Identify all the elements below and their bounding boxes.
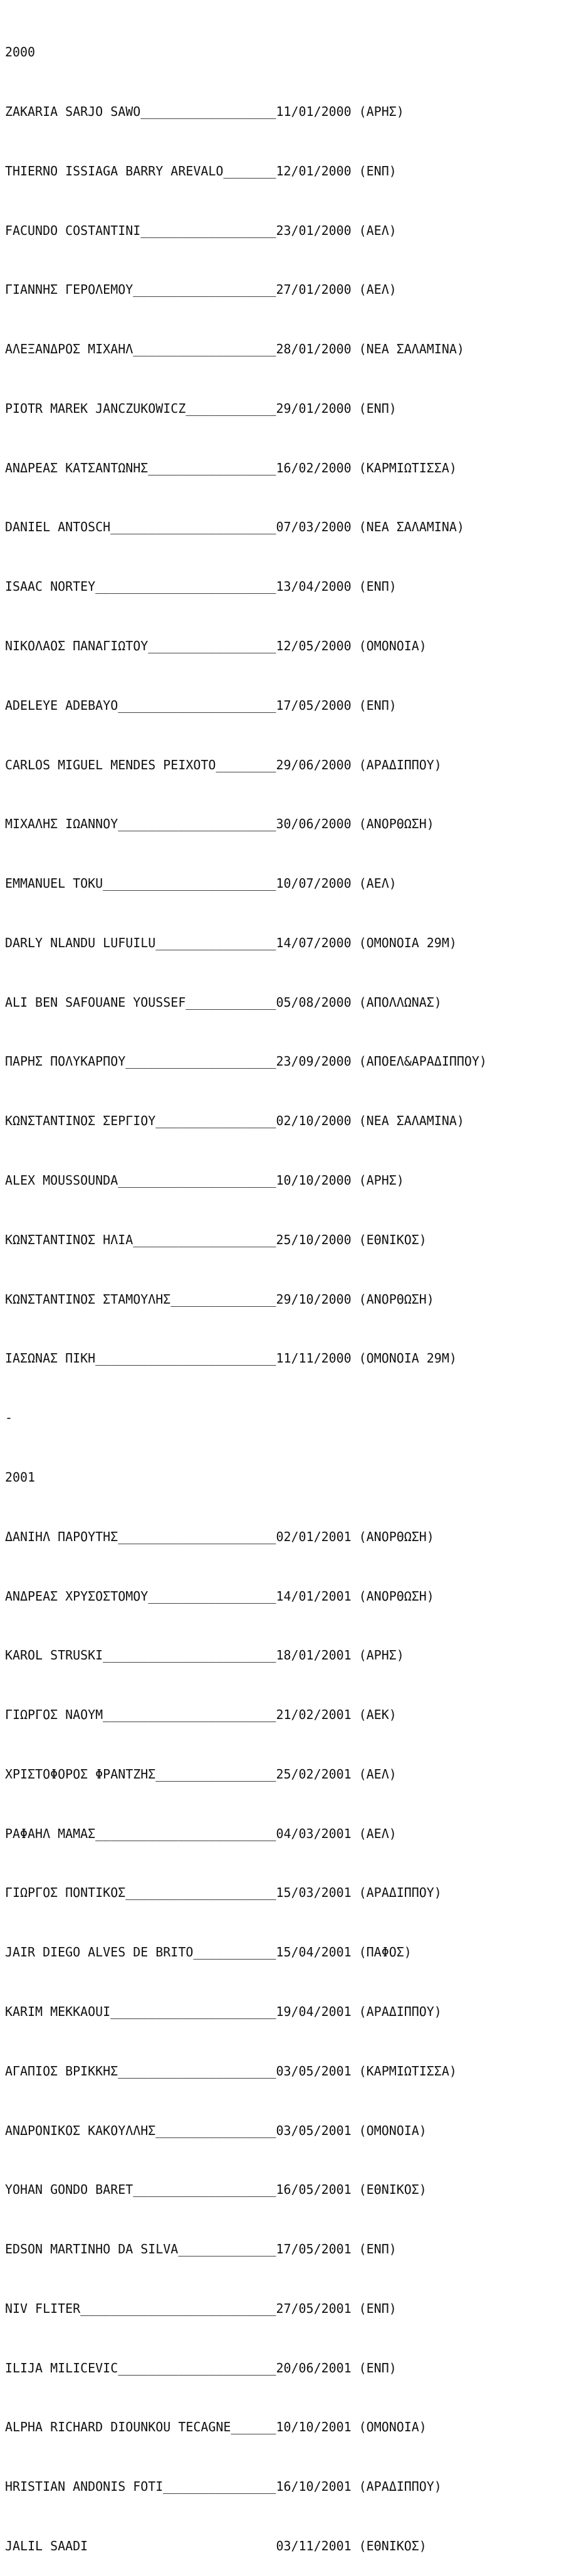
player-line: ALI BEN SAFOUANE YOUSSEF____________05/08/2000 (ΑΠΟΛΛΩΝΑΣ) <box>5 994 442 1010</box>
player-line: KAROL STRUSKI_______________________18/01/2001 (ΑΡΗΣ) <box>5 1648 404 1663</box>
player-line: YOHAN GONDO BARET___________________16/05/2001 (ΕΘΝΙΚΟΣ) <box>5 2182 427 2198</box>
player-line: ΙΑΣΩΝΑΣ ΠΙΚΗ________________________11/11/2000 (ΟΜΟΝΟΙΑ 29Μ) <box>5 1351 457 1366</box>
year-heading-2000: 2000 <box>5 44 36 60</box>
player-line: PIOTR MAREK JANCZUKOWICZ____________29/01/2000 (ΕΝΠ) <box>5 400 397 416</box>
player-line: ALEX MOUSSOUNDA_____________________10/10/2000 (ΑΡΗΣ) <box>5 1173 404 1188</box>
player-line: HRISTIAN ANDONIS FOTI_______________16/10/2001 (ΑΡΑΔΙΠΠΟΥ) <box>5 2479 442 2495</box>
player-line: ΑΝΔΡΕΑΣ ΚΑΤΣΑΝΤΩΝΗΣ_________________16/02/2000 (ΚΑΡΜΙΩΤΙΣΣΑ) <box>5 460 457 475</box>
section-separator: - <box>5 1410 13 1426</box>
player-line: FACUNDO COSTANTINI__________________23/01/2000 (ΑΕΛ) <box>5 222 397 238</box>
player-line: ΜΙΧΑΛΗΣ ΙΩΑΝΝΟΥ_____________________30/06/2000 (ΑΝΟΡΘΩΣΗ) <box>5 816 434 832</box>
player-line: ΑΝΔΡΕΑΣ ΧΡΥΣΟΣΤΟΜΟΥ_________________14/01/2001 (ΑΝΟΡΘΩΣΗ) <box>5 1588 434 1604</box>
player-line: ADELEYE ADEBAYO_____________________17/05/2000 (ΕΝΠ) <box>5 697 397 713</box>
player-line: ΠΑΡΗΣ ΠΟΛΥΚΑΡΠΟΥ____________________23/09/2000 (ΑΠΟΕΛ&ΑΡΑΔΙΠΠΟΥ) <box>5 1054 487 1069</box>
player-line: THIERNO ISSIAGA BARRY AREVALO_______12/01/2000 (ΕΝΠ) <box>5 163 397 179</box>
year-heading-2001: 2001 <box>5 1469 36 1485</box>
player-line: ΓΙΩΡΓΟΣ ΠΟΝΤΙΚΟΣ____________________15/03/2001 (ΑΡΑΔΙΠΠΟΥ) <box>5 1885 442 1901</box>
player-line: ΑΛΕΞΑΝΔΡΟΣ ΜΙΧΑΗΛ___________________28/01/2000 (ΝΕΑ ΣΑΛΑΜΙΝΑ) <box>5 341 464 357</box>
player-line: ΔΑΝΙΗΛ ΠΑΡΟΥΤΗΣ_____________________02/01/2001 (ΑΝΟΡΘΩΣΗ) <box>5 1529 434 1544</box>
player-line: NIV FLITER__________________________27/05/2001 (ΕΝΠ) <box>5 2300 397 2316</box>
player-line: CARLOS MIGUEL MENDES PEIXOTO________29/06/2000 (ΑΡΑΔΙΠΠΟΥ) <box>5 757 442 772</box>
player-line: ΝΙΚΟΛΑΟΣ ΠΑΝΑΓΙΩΤΟΥ_________________12/05/2000 (ΟΜΟΝΟΙΑ) <box>5 638 427 653</box>
player-line: ZAKARIA SARJO SAWO__________________11/01/2000 (ΑΡΗΣ) <box>5 103 404 119</box>
player-line: ALPHA RICHARD DIOUNKOU TECAGNE______10/10/2001 (ΟΜΟΝΟΙΑ) <box>5 2419 427 2435</box>
player-line: ΧΡΙΣΤΟΦΟΡΟΣ ΦΡΑΝΤΖΗΣ________________25/02/2001 (ΑΕΛ) <box>5 1766 397 1782</box>
player-line: EMMANUEL TOKU_______________________10/07/2000 (ΑΕΛ) <box>5 876 397 891</box>
player-line: DANIEL ANTOSCH______________________07/03/2000 (ΝΕΑ ΣΑΛΑΜΙΝΑ) <box>5 519 464 535</box>
player-line: ΡΑΦΑΗΛ ΜΑΜΑΣ________________________04/03/2001 (ΑΕΛ) <box>5 1826 397 1841</box>
player-line: ΚΩΝΣΤΑΝΤΙΝΟΣ ΣΤΑΜΟΥΛΗΣ______________29/10/2000 (ΑΝΟΡΘΩΣΗ) <box>5 1291 434 1307</box>
player-line: ΑΝΔΡΟΝΙΚΟΣ ΚΑΚΟΥΛΛΗΣ________________03/05/2001 (ΟΜΟΝΟΙΑ) <box>5 2122 427 2138</box>
player-line: DARLY NLANDU LUFUILU________________14/07/2000 (ΟΜΟΝΟΙΑ 29Μ) <box>5 935 457 950</box>
player-line: ILIJA MILICEVIC_____________________20/06/2001 (ΕΝΠ) <box>5 2360 397 2376</box>
player-line: JAIR DIEGO ALVES DE BRITO___________15/04/2001 (ΠΑΦΟΣ) <box>5 1945 412 1960</box>
player-line: ΓΙΩΡΓΟΣ ΝΑΟΥΜ_______________________21/02/2001 (ΑΕΚ) <box>5 1707 397 1723</box>
player-line: ISAAC NORTEY________________________13/04/2000 (ΕΝΠ) <box>5 579 397 595</box>
player-line: EDSON MARTINHO DA SILVA_____________17/05/2001 (ΕΝΠ) <box>5 2241 397 2257</box>
player-line: ΓΙΑΝΝΗΣ ΓΕΡΟΛΕΜΟΥ___________________27/01/2000 (ΑΕΛ) <box>5 282 397 298</box>
player-line: JALIL SAADI 03/11/2001 (ΕΘΝΙΚΟΣ) <box>5 2538 427 2553</box>
player-line: ΑΓΑΠΙΟΣ ΒΡΙΚΚΗΣ_____________________03/05/2001 (ΚΑΡΜΙΩΤΙΣΣΑ) <box>5 2063 457 2079</box>
player-line: ΚΩΝΣΤΑΝΤΙΝΟΣ ΣΕΡΓΙΟΥ________________02/10/2000 (ΝΕΑ ΣΑΛΑΜΙΝΑ) <box>5 1113 464 1129</box>
player-line: ΚΩΝΣΤΑΝΤΙΝΟΣ ΗΛΙΑ___________________25/10/2000 (ΕΘΝΙΚΟΣ) <box>5 1232 427 1247</box>
player-line: KARIM MEKKAOUI______________________19/04/2001 (ΑΡΑΔΙΠΠΟΥ) <box>5 2003 442 2019</box>
